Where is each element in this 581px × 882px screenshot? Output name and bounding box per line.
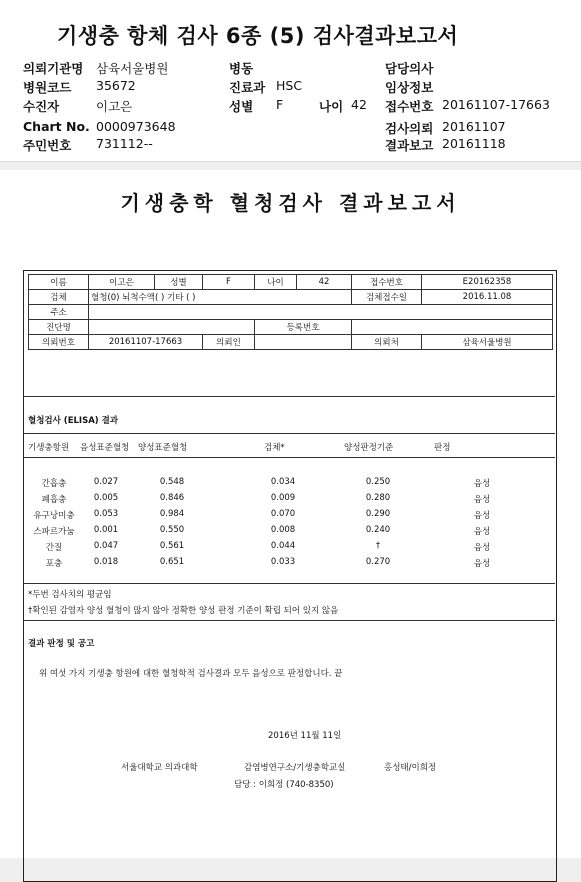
client-org-label: 의뢰기관명	[23, 61, 84, 76]
negative-control-value: 0.001	[93, 525, 119, 535]
sample-value: 0.009	[270, 493, 296, 503]
hospital-code-label: 병원코드	[23, 80, 72, 95]
antigen: 간흡충	[41, 479, 67, 489]
request-place-label: 의뢰처	[352, 335, 422, 350]
report-date-value: 20161118	[442, 136, 506, 151]
result-form	[23, 270, 557, 882]
positive-control-value: 0.651	[159, 557, 185, 567]
antigen: 유구낭미충	[33, 511, 75, 521]
positive-control-value: 0.548	[159, 477, 185, 487]
dept-value: HSC	[276, 78, 303, 93]
address-label: 주소	[29, 305, 89, 320]
sex-label: 성별	[229, 99, 254, 114]
result-value: 음성	[473, 495, 491, 505]
divider	[24, 457, 555, 458]
col-cutoff: 양성판정기준	[344, 443, 394, 453]
sex-value: F	[203, 275, 255, 290]
antigen: 폐흡충	[41, 495, 67, 505]
diagnosis-value	[89, 320, 255, 335]
positive-control-value: 0.561	[159, 541, 185, 551]
request-no-label: 의뢰번호	[29, 335, 89, 350]
conclusion-text: 위 여섯 가지 기생충 항원에 대한 혈청학적 검사결과 모두 음성으로 판정합니다. 끝	[39, 669, 343, 679]
sample-value: 0.008	[270, 525, 296, 535]
age-value: 42	[297, 275, 352, 290]
request-date-label: 검사의뢰	[385, 121, 434, 136]
cutoff-value: †	[375, 541, 381, 551]
cutoff-value: 0.270	[365, 557, 391, 567]
receipt-label: 접수번호	[352, 275, 422, 290]
conclusion-title: 결과 판정 및 공고	[28, 639, 95, 649]
result-value: 음성	[473, 559, 491, 569]
sample-value: 0.034	[270, 477, 296, 487]
requester-value	[255, 335, 352, 350]
request-place-value: 삼육서울병원	[422, 335, 553, 350]
contact: 담당 : 이희정 (740-8350)	[234, 780, 334, 790]
footnote-average: *두번 검사치의 평균임	[28, 590, 112, 600]
positive-control-value: 0.984	[159, 509, 185, 519]
col-sample: 검체*	[264, 443, 285, 453]
divider	[24, 433, 555, 434]
received-date-value: 2016.11.08	[422, 290, 553, 305]
laboratory: 감염병연구소/기생충학교실	[244, 763, 346, 773]
negative-control-value: 0.018	[93, 557, 119, 567]
cutoff-value: 0.240	[365, 525, 391, 535]
divider	[24, 396, 555, 397]
id-no-value: 731112--	[96, 136, 153, 151]
age-label: 나이	[255, 275, 297, 290]
negative-control-value: 0.027	[93, 477, 119, 487]
antigen: 간질	[45, 543, 63, 553]
positive-control-value: 0.550	[159, 525, 185, 535]
cutoff-value: 0.280	[365, 493, 391, 503]
request-date-value: 20161107	[442, 119, 506, 134]
client-org-value: 삼육서울병원	[96, 61, 169, 76]
result-value: 음성	[473, 527, 491, 537]
antigen: 스파르가눔	[33, 527, 75, 537]
elisa-section-title: 혈청검사 (ELISA) 결과	[28, 416, 119, 426]
negative-control-value: 0.047	[93, 541, 119, 551]
reg-no-label: 등록번호	[255, 320, 352, 335]
report-date: 2016년 11월 11일	[268, 731, 342, 741]
receipt-value: E20162358	[422, 275, 553, 290]
result-value: 음성	[473, 479, 491, 489]
sex-value: F	[276, 97, 284, 112]
ward-label: 병동	[229, 61, 254, 76]
clinical-info-label: 임상정보	[385, 80, 434, 95]
divider	[24, 583, 555, 584]
address-value	[89, 305, 553, 320]
scanned-report	[0, 170, 581, 858]
patient-label: 수진자	[23, 99, 60, 114]
sex-label: 성별	[155, 275, 203, 290]
dept-label: 진료과	[229, 80, 266, 95]
received-date-label: 검체접수일	[352, 290, 422, 305]
antigen: 포충	[45, 559, 63, 569]
doctor-label: 담당의사	[385, 61, 434, 76]
id-no-label: 주민번호	[23, 138, 72, 153]
scan-title: 기생충학 혈청검사 결과보고서	[120, 191, 461, 215]
hospital-code-value: 35672	[96, 78, 136, 93]
patient-value: 이고은	[96, 99, 133, 114]
name-label: 이름	[29, 275, 89, 290]
negative-control-value: 0.053	[93, 509, 119, 519]
sample-value: 0.044	[270, 541, 296, 551]
report-title: 기생충 항체 검사 6종 (5) 검사결과보고서	[57, 24, 459, 48]
col-antigen: 기생충항원	[28, 443, 70, 453]
chart-no-value: 0000973648	[96, 119, 176, 134]
footnote-cutoff: †확인된 감염자 양성 혈청이 많지 않아 정확한 양성 판정 기준이 확립 되어 있지 않음	[28, 606, 339, 616]
result-value: 음성	[473, 543, 491, 553]
divider	[24, 620, 555, 621]
specimen-label: 검체	[29, 290, 89, 305]
col-result: 판정	[434, 443, 451, 453]
cutoff-value: 0.250	[365, 477, 391, 487]
positive-control-value: 0.846	[159, 493, 185, 503]
negative-control-value: 0.005	[93, 493, 119, 503]
chart-no-label: Chart No.	[23, 119, 90, 134]
col-negative-control: 음성표준혈청	[80, 443, 130, 453]
patient-info-table	[28, 274, 553, 350]
reg-no-value	[352, 320, 553, 335]
requester-label: 의뢰인	[203, 335, 255, 350]
specimen-value: 혈청(0) 뇌척수액( ) 기타 ( )	[89, 290, 352, 305]
sample-value: 0.070	[270, 509, 296, 519]
report-header-panel	[0, 0, 581, 162]
sample-value: 0.033	[270, 557, 296, 567]
report-date-label: 결과보고	[385, 138, 434, 153]
name-value: 이고은	[89, 275, 155, 290]
receipt-no-label: 접수번호	[385, 99, 434, 114]
request-no-value: 20161107-17663	[89, 335, 203, 350]
receipt-no-value: 20161107-17663	[442, 97, 550, 112]
diagnosis-label: 진단명	[29, 320, 89, 335]
organization: 서울대학교 의과대학	[121, 763, 198, 773]
col-positive-control: 양성표준혈청	[138, 443, 188, 453]
age-label: 나이	[319, 99, 344, 114]
signers: 홍성태/이희정	[384, 763, 437, 773]
result-value: 음성	[473, 511, 491, 521]
age-value: 42	[351, 97, 367, 112]
cutoff-value: 0.290	[365, 509, 391, 519]
